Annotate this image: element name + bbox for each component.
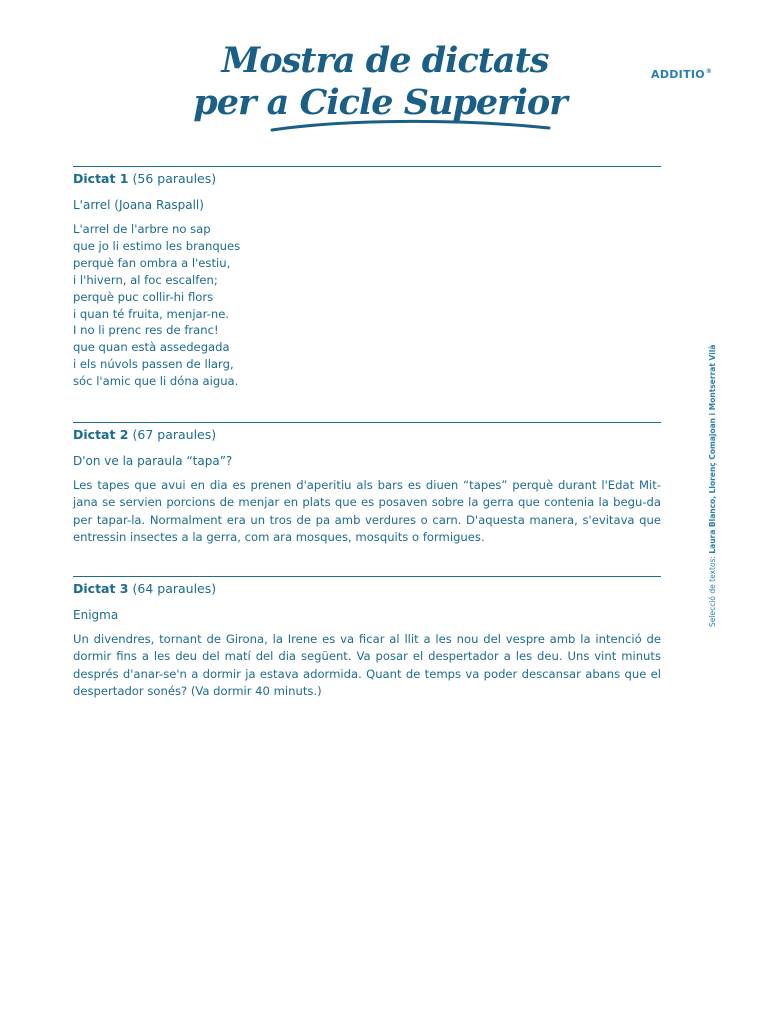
section-divider — [73, 166, 661, 167]
section-divider — [73, 576, 661, 577]
logo-registered-mark: ® — [705, 68, 713, 75]
additio-logo — [651, 68, 712, 81]
text-selection-credits — [708, 345, 717, 627]
title-underline-swoosh — [270, 116, 552, 134]
page-title — [193, 40, 570, 124]
dictat-label: Dictat 3 — [73, 581, 129, 596]
word-count: (64 paraules) — [132, 581, 217, 596]
dictat-subtitle: L'arrel (Joana Raspall) — [73, 198, 204, 212]
dictat-label: Dictat 2 — [73, 427, 129, 442]
dictat-subtitle: D'on ve la paraula “tapa”? — [73, 454, 233, 468]
dictat-1-section — [73, 166, 661, 390]
dictat-text: Un divendres, tornant de Girona, la Irene es va ficar al llit a les nou del vespre amb la intenció de dormir fins a les deu del matí del dia següent. Va posar el despertador a les deu. Uns vint minuts després d'anar-se'n a dormir ja estava adormida. Quant de temps va poder descansar abans que el despertador sonés? (Va dormir 40 minuts.) — [73, 632, 661, 699]
title-line-2: per a Cicle Superior — [193, 82, 567, 123]
dictat-text: Les tapes que avui en dia es prenen d'aperitiu als bars es diuen “tapes” perquè durant l'Edat Mit-jana se servien porcions de menjar en plats que es posaven sobre la gerra que contenia la begu-da per tapar-la. Normalment era un tros de pa amb verdures o carn. D'aquesta manera, s'evitava que entressin insectes a la gerra, com ara mosques, mosquits o formigues. — [73, 478, 661, 545]
dictat-subtitle: Enigma — [73, 608, 119, 622]
dictat-label: Dictat 1 — [73, 171, 129, 186]
logo-text: ADDITIO — [651, 68, 705, 81]
credits-prefix: Selecció de textos: — [708, 553, 717, 627]
dictat-heading — [73, 171, 661, 187]
credits-names: Laura Blanco, Llorenç Comajoan i Montserrat Vilà — [708, 344, 717, 554]
title-line-1: Mostra de dictats — [221, 40, 549, 81]
dictat-heading — [73, 427, 661, 443]
section-divider — [73, 422, 661, 423]
dictat-2-section — [73, 422, 661, 547]
dictat-3-section — [73, 576, 661, 701]
word-count: (67 paraules) — [132, 427, 217, 442]
dictat-text: L'arrel de l'arbre no sap que jo li estimo les branques perquè fan ombra a l'estiu, i l'hivern, al foc escalfen; perquè puc collir-hi flors i quan té fruita, menjar-ne. I no li prenc res de franc! que quan està assedegada i els núvols passen de llarg, sóc l'amic que li dóna aigua. — [73, 222, 241, 389]
word-count: (56 paraules) — [132, 171, 217, 186]
dictat-heading — [73, 581, 661, 597]
